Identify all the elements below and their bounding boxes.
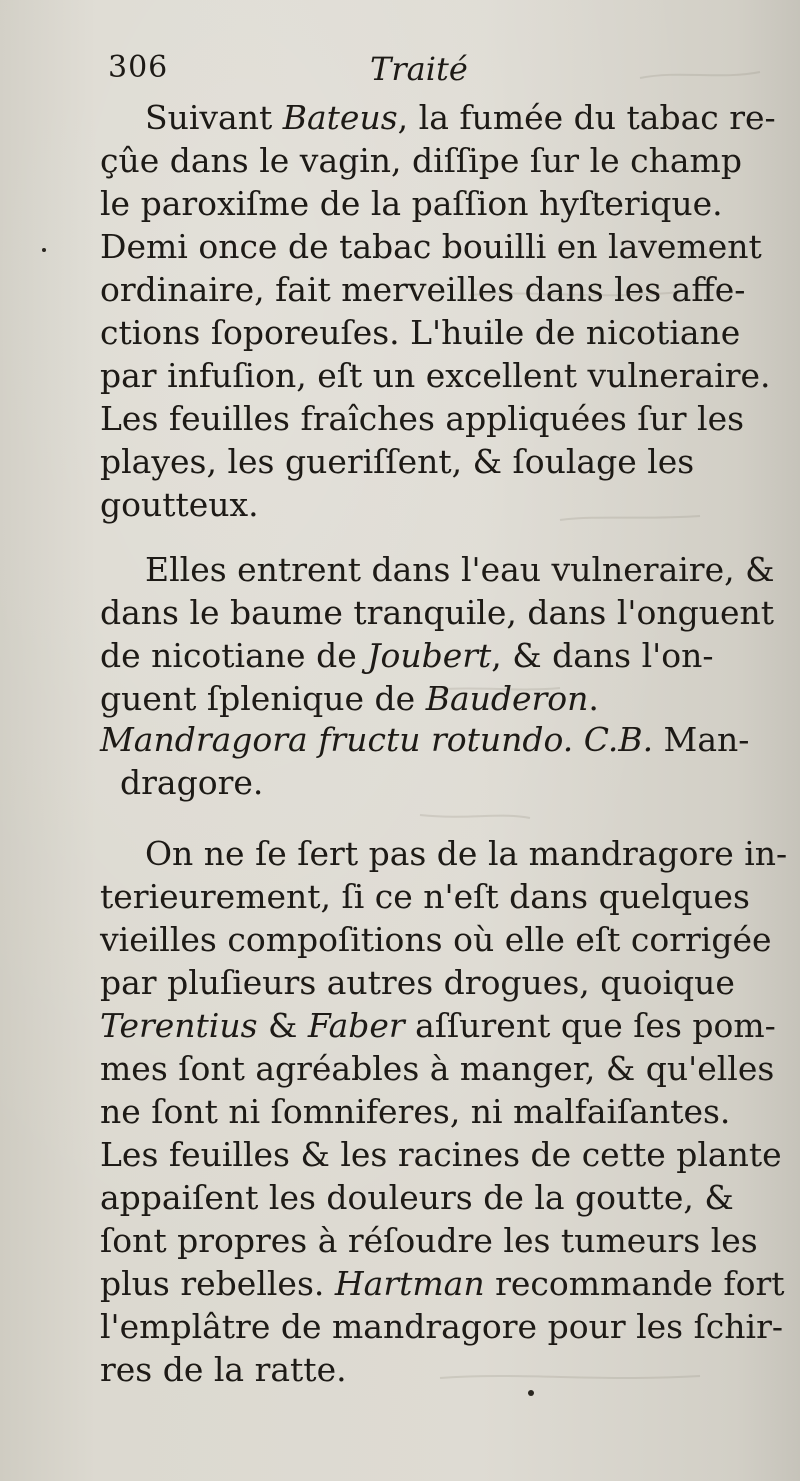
text-line xyxy=(100,1047,775,1090)
text-line xyxy=(100,1262,785,1305)
text-line xyxy=(100,761,760,804)
italic-text-run: Hartman xyxy=(334,1264,485,1303)
text-run: çûe dans le vagin, diſſipe ſur le champ xyxy=(100,141,742,180)
text-line xyxy=(100,1348,760,1391)
ink-speck xyxy=(528,1390,534,1396)
text-run: appaiſent les douleurs de la goutte, & xyxy=(100,1178,734,1217)
paragraph-vulneraire xyxy=(100,548,775,720)
italic-text-run: Mandragora fructu rotundo. C.B. xyxy=(100,720,654,759)
text-run: aſſurent que ſes pom- xyxy=(404,1006,776,1045)
text-run: plus rebelles. xyxy=(100,1264,335,1303)
text-line xyxy=(100,634,760,677)
text-line xyxy=(100,225,760,268)
text-run: recommande fort xyxy=(484,1264,785,1303)
text-line xyxy=(100,677,760,720)
text-run: mes ſont agréables à manger, & qu'elles xyxy=(100,1049,775,1088)
text-run: On ne ſe ſert pas de la mandragore in- xyxy=(145,834,788,873)
page-number: 306 xyxy=(108,50,169,85)
text-line xyxy=(100,1004,776,1047)
text-line xyxy=(100,832,788,875)
text-run: ſont propres à réſoudre les tumeurs les xyxy=(100,1221,758,1260)
text-line xyxy=(100,483,760,526)
text-run: Man- xyxy=(653,720,750,759)
italic-text-run: Joubert xyxy=(367,636,492,675)
text-line xyxy=(100,1176,760,1219)
text-run: & xyxy=(257,1006,308,1045)
italic-text-run: Terentius xyxy=(100,1006,258,1045)
text-run: res de la ratte. xyxy=(100,1350,347,1389)
italic-text-run: Faber xyxy=(307,1006,405,1045)
running-title: Traité xyxy=(370,50,468,88)
text-run: playes, les gueriſſent, & ſoulage les xyxy=(100,442,695,481)
text-line xyxy=(100,548,775,591)
text-run: Demi once de tabac bouilli en lavement xyxy=(100,227,762,266)
text-run: guent ſplenique de xyxy=(100,679,426,718)
text-line xyxy=(100,182,760,225)
text-run: ne ſont ni ſomniferes, ni malfaiſantes. xyxy=(100,1092,731,1131)
text-run: . xyxy=(588,679,599,718)
text-run: par pluſieurs autres drogues, quoique xyxy=(100,963,735,1002)
text-line xyxy=(100,875,760,918)
text-run: Suivant xyxy=(145,98,283,137)
text-line xyxy=(100,1133,782,1176)
text-run: vieilles compoſitions où elle eſt corrigée xyxy=(100,920,772,959)
text-run: dragore. xyxy=(120,763,264,802)
text-line xyxy=(100,96,776,139)
text-line xyxy=(100,718,760,761)
text-run: dans le baume tranquile, dans l'onguent xyxy=(100,593,775,632)
italic-text-run: Bauderon xyxy=(425,679,589,718)
text-line xyxy=(100,139,760,182)
paragraph-mandragore xyxy=(100,832,788,1391)
text-run: le paroxiſme de la paſſion hyſterique. xyxy=(100,184,723,223)
text-run: ctions ſoporeuſes. L'huile de nicotiane xyxy=(100,313,741,352)
text-line xyxy=(100,440,760,483)
text-line xyxy=(100,1219,760,1262)
text-line xyxy=(100,918,772,961)
page-header xyxy=(108,50,728,90)
text-run: Elles entrent dans l'eau vulneraire, & xyxy=(145,550,775,589)
text-run: Les feuilles & les racines de cette plante xyxy=(100,1135,782,1174)
text-run: de nicotiane de xyxy=(100,636,368,675)
paragraph-tabac xyxy=(100,96,776,526)
ink-speck xyxy=(42,248,46,252)
text-run: , la fumée du tabac re- xyxy=(397,98,776,137)
text-line xyxy=(100,591,775,634)
text-run: par infuſion, eſt un excellent vulneraire. xyxy=(100,356,771,395)
text-run: ordinaire, fait merveilles dans les affe- xyxy=(100,270,746,309)
text-run: Les feuilles fraîches appliquées ſur les xyxy=(100,399,745,438)
italic-text-run: Bateus xyxy=(282,98,398,137)
text-line xyxy=(100,268,760,311)
text-line xyxy=(100,1305,784,1348)
text-run: l'emplâtre de mandragore pour les ſchir- xyxy=(100,1307,784,1346)
text-run: terieurement, ſi ce n'eſt dans quelques xyxy=(100,877,750,916)
text-line xyxy=(100,311,760,354)
text-run: , & dans l'on- xyxy=(491,636,714,675)
text-run: goutteux. xyxy=(100,485,259,524)
text-line xyxy=(100,1090,760,1133)
entry-heading-mandragora xyxy=(100,718,760,804)
text-line xyxy=(100,354,771,397)
text-line xyxy=(100,961,760,1004)
text-line xyxy=(100,397,760,440)
